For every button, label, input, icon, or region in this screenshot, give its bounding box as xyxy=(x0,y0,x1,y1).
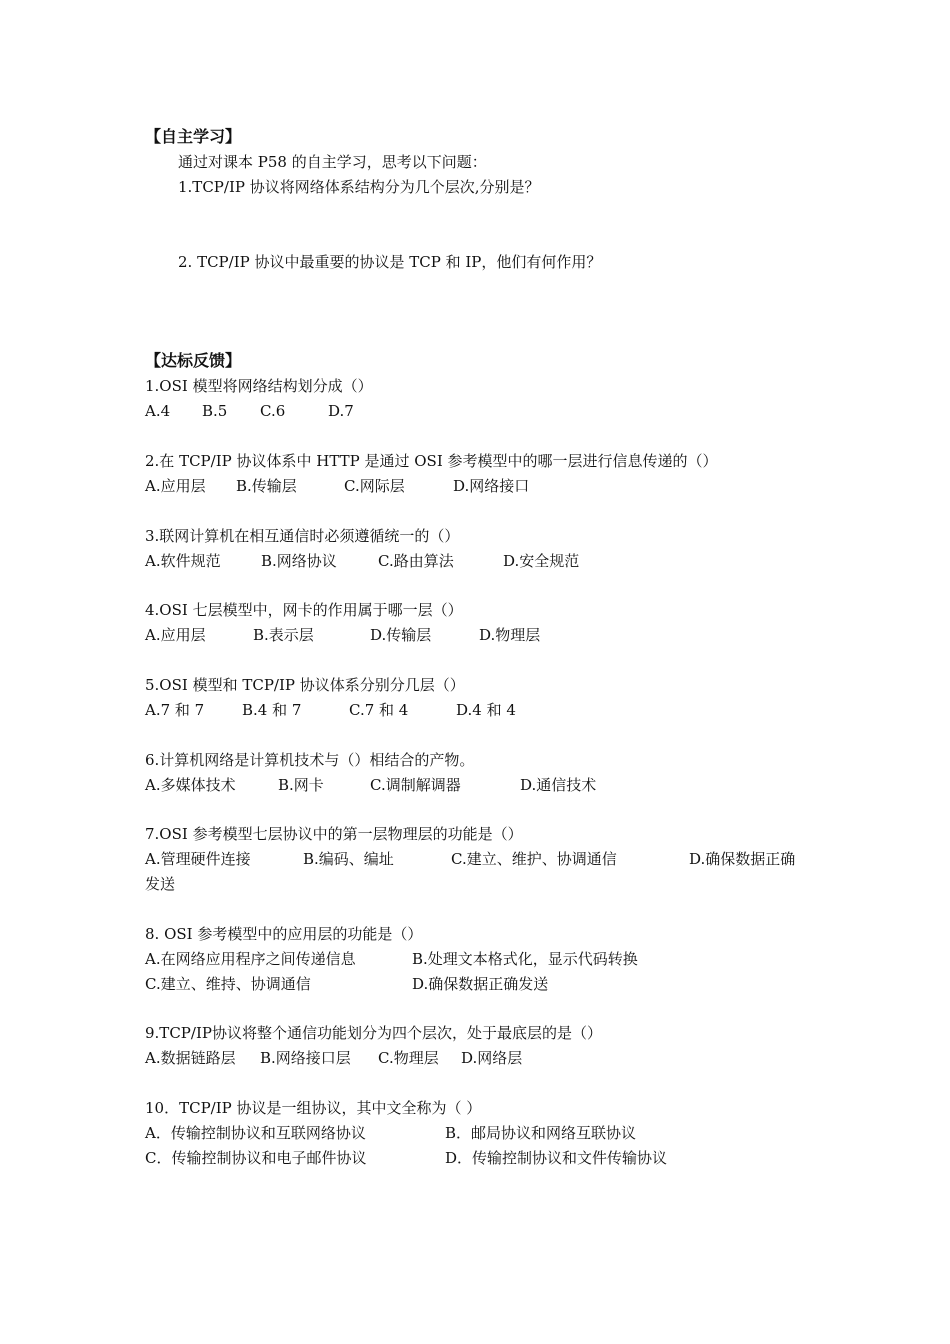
question-option: A.数据链路层 xyxy=(145,1049,236,1067)
question-option: B.网络协议 xyxy=(261,552,337,570)
question-option: C.物理层 xyxy=(378,1049,439,1067)
question-option: B.网络接口层 xyxy=(260,1049,351,1067)
question-option: C.7 和 4 xyxy=(349,701,409,719)
question-text: 4.OSI 七层模型中，网卡的作用属于哪一层（） xyxy=(145,601,463,619)
question-option: B.处理文本格式化，显示代码转换 xyxy=(412,950,638,968)
question-option: D.通信技术 xyxy=(520,776,597,794)
question-option: B.5 xyxy=(202,402,228,420)
question-option: C.调制解调器 xyxy=(370,776,461,794)
question-option: C．传输控制协议和电子邮件协议 xyxy=(145,1149,367,1167)
question-option: C.建立、维护、协调通信 xyxy=(451,850,617,868)
question-option-continuation: 发送 xyxy=(145,875,176,893)
question-text: 1.OSI 模型将网络结构划分成（） xyxy=(145,377,373,395)
feedback-heading: 【达标反馈】 xyxy=(145,351,242,370)
question-text: 10．TCP/IP 协议是一组协议，其中文全称为（ ） xyxy=(145,1099,482,1117)
self-study-question-2: 2. TCP/IP 协议中最重要的协议是 TCP 和 IP，他们有何作用？ xyxy=(178,253,602,271)
question-option: A.多媒体技术 xyxy=(145,776,236,794)
question-text: 8. OSI 参考模型中的应用层的功能是（） xyxy=(145,925,423,943)
question-text: 7.OSI 参考模型七层协议中的第一层物理层的功能是（） xyxy=(145,825,523,843)
question-option: B.4 和 7 xyxy=(242,701,302,719)
self-study-question-1: 1.TCP/IP 协议将网络体系结构分为几个层次,分别是？ xyxy=(178,178,540,196)
question-option: B.表示层 xyxy=(253,626,314,644)
question-option: D.7 xyxy=(328,402,354,420)
self-study-heading: 【自主学习】 xyxy=(145,127,242,146)
question-option: C.网际层 xyxy=(344,477,405,495)
question-option: A.应用层 xyxy=(145,626,206,644)
question-option: B.编码、编址 xyxy=(303,850,394,868)
question-option: A.7 和 7 xyxy=(145,701,205,719)
question-option: A.管理硬件连接 xyxy=(145,850,251,868)
self-study-intro: 通过对课本 P58 的自主学习，思考以下问题： xyxy=(178,153,487,171)
question-option: A.应用层 xyxy=(145,477,206,495)
question-option: B.传输层 xyxy=(236,477,297,495)
question-option: D.传输层 xyxy=(370,626,432,644)
question-option: C.6 xyxy=(260,402,286,420)
question-option: A.软件规范 xyxy=(145,552,221,570)
question-option: D.网络接口 xyxy=(453,477,530,495)
question-option: B．邮局协议和网络互联协议 xyxy=(445,1124,637,1142)
question-option: D.安全规范 xyxy=(503,552,580,570)
question-option: D．传输控制协议和文件传输协议 xyxy=(445,1149,668,1167)
question-option: B.网卡 xyxy=(278,776,324,794)
question-option: D.4 和 4 xyxy=(456,701,516,719)
question-text: 9.TCP/IP协议将整个通信功能划分为四个层次，处于最底层的是（） xyxy=(145,1024,602,1042)
question-option: A.在网络应用程序之间传递信息 xyxy=(145,950,356,968)
question-option: D.确保数据正确 xyxy=(689,850,796,868)
question-text: 3.联网计算机在相互通信时必须遵循统一的（） xyxy=(145,527,460,545)
question-option: D.物理层 xyxy=(479,626,541,644)
question-option: D.确保数据正确发送 xyxy=(412,975,549,993)
question-option: A.4 xyxy=(145,402,171,420)
question-text: 5.OSI 模型和 TCP/IP 协议体系分别分几层（） xyxy=(145,676,465,694)
question-text: 2.在 TCP/IP 协议体系中 HTTP 是通过 OSI 参考模型中的哪一层进行信息传递的（） xyxy=(145,452,718,470)
question-option: D.网络层 xyxy=(461,1049,523,1067)
question-option: C.路由算法 xyxy=(378,552,454,570)
question-option: C.建立、维持、协调通信 xyxy=(145,975,311,993)
question-option: A．传输控制协议和互联网络协议 xyxy=(145,1124,366,1142)
question-text: 6.计算机网络是计算机技术与（）相结合的产物。 xyxy=(145,751,475,769)
